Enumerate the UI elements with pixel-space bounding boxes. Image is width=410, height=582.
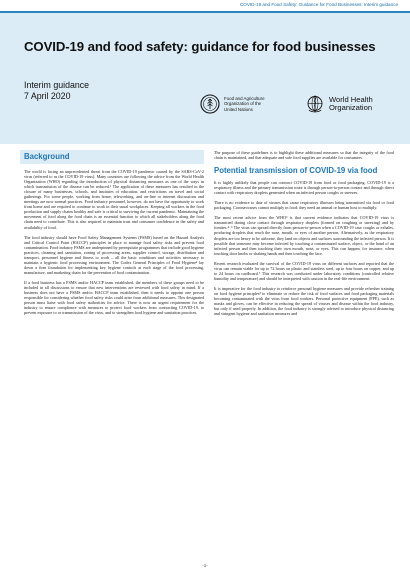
body-paragraph: It is highly unlikely that people can contract COVID-19 from food or food packaging. COVID-19 is a respiratory illness and the primary transmission route is through person-to-person contact and through direct contact with respiratory droplets generated when an infected person coughs or sneezes. — [214, 180, 394, 196]
who-name — [329, 96, 373, 113]
body-paragraph: It is imperative for the food industry to reinforce personal hygiene measures and provide refresher training on food hygiene principles² to eliminate or reduce the risk of food surfaces and food packaging materials becoming contaminated with the virus from food workers. Personal protective equipment (PPE), such as masks and gloves, can be effective in reducing the spread of viruses and disease within the food industry, but only if used properly. In addition, the food industry is strongly advised to introduce physical distancing and stringent hygiene and sanitation measures and — [214, 285, 394, 317]
who-name-line: Organization — [329, 103, 373, 112]
fao-name-line: Food and Agriculture — [224, 96, 265, 102]
who-emblem-icon — [305, 94, 325, 114]
right-column — [214, 150, 394, 321]
transmission-section-header — [214, 166, 394, 175]
fao-name-line: Organization of the — [224, 101, 262, 107]
background-heading: Background — [24, 152, 70, 161]
running-header-title: COVID-19 and Food Safety: Guidance for Food Businesses: Interim guidance — [239, 2, 398, 7]
body-paragraph: The purpose of these guidelines is to highlight these additional measures so that the integrity of the food chain is maintained, and that adequate and safe food supplies are available for consumers. — [214, 150, 394, 161]
who-name-line: World Health — [329, 94, 373, 104]
title-band — [0, 13, 410, 144]
fao-emblem-icon — [200, 94, 220, 114]
guidance-subtitle — [24, 80, 89, 102]
left-column — [24, 150, 204, 320]
who-logo — [305, 93, 403, 115]
body-paragraph: The most recent advice from the WHO³ is that current evidence indicates that COVID-19 virus is transmitted during close contact through respiratory droplets (formed on coughing or sneezing) and by fomites.⁴⁻⁶ The virus can spread directly from person-to-person when a COVID-19 case coughs or exhales, producing droplets that reach the nose, mouth, or eyes of another person. Alternatively, as the respiratory droplets are too heavy to be airborne, they land on objects and surfaces surrounding the infected person. It is possible that someone may become infected by touching a contaminated surface, object, or the hand of an infected person and then touching their own mouth, nose, or eyes. This can happen, for instance, when touching door knobs or shaking hands and then touching the face. — [214, 215, 394, 256]
document-title: COVID-19 and food safety: guidance for food businesses — [24, 39, 376, 54]
body-paragraph: The world is facing an unprecedented threat from the COVID-19 pandemic caused by the SARS-CoV-2 virus (referred to as the COVID-19 virus). Many countries are following the advice from the World Health Organization (WHO) regarding the introduction of physical distancing measures as one of the ways in which transmission of the disease can be reduced.¹ The application of these measures has resulted in the closure of many businesses, schools, and institutes of education, and restrictions on travel and social gatherings. For some people, working from home, teleworking, and on-line or internet discussions and meetings are now normal practices. Food industry personnel, however, do not have the opportunity to work from home and are required to continue to work in their usual workplaces. Keeping all workers in the food production and supply chains healthy and safe is critical to surviving the current pandemic. Maintaining the movement of food along the food chain is an essential function to which all stakeholders along the food chain need to contribute. This is also required to maintain trust and consumer confidence in the safety and availability of food. — [24, 169, 204, 230]
body-paragraph: There is no evidence to date of viruses that cause respiratory illnesses being transmitted via food or food packaging. Coronaviruses cannot multiply in food; they need an animal or human host to multiply. — [214, 200, 394, 211]
transmission-heading: Potential transmission of COVID-19 via food — [214, 166, 378, 176]
fao-name — [224, 96, 265, 112]
background-section-header — [20, 150, 204, 164]
fao-name-line: United Nations — [224, 106, 253, 112]
running-header — [0, 0, 410, 13]
body-paragraph: If a food business has a FSMS and/or HACCP team established, the members of these groups need to be included in all discussions to ensure that new interventions are reviewed with food safety in mind. If a business does not have a FSMS and/or HACCP team established, then it needs to appoint one person responsible for considering whether food safety risks could arise from additional measures. This designated person must liaise with food safety authorities for advice. There is now an urgent requirement for the industry to ensure compliance with measures to protect food workers from contracting COVID-19, to prevent exposure to or transmission of the virus, and to strengthen food hygiene and sanitation practices. — [24, 279, 204, 316]
body-paragraph: Recent research evaluated the survival of the COVID-19 virus on different surfaces and reported that the virus can remain viable for up to 72 hours on plastic and stainless steel, up to four hours on copper, and up to 24 hours on cardboard.⁷ This research was conducted under laboratory conditions (controlled relative humidity and temperature) and should be interpreted with caution in the real-life environment. — [214, 260, 394, 281]
guidance-date: 7 April 2020 — [24, 91, 71, 101]
guidance-kind: Interim guidance — [24, 80, 90, 90]
page-number: -1- — [202, 563, 208, 568]
fao-logo — [200, 93, 300, 115]
body-paragraph: The food industry should have Food Safety Management Systems (FSMS) based on the Hazard Analysis and Critical Control Point (HACCP) principles in place to manage food safety risks and prevent food contamination. Food industry FSMS are underpinned by prerequisite programmes that include good hygiene practices, cleaning and sanitation, zoning of processing areas, supplier control, storage, distribution and transport, personnel hygiene and fitness to work – all the basic conditions and activities necessary to maintain a hygienic food processing environment. The Codex General Principles of Food Hygiene² lay down a firm foundation for implementing key hygiene controls at each stage of the food processing, manufacture, and marketing chain for the prevention of food contamination. — [24, 234, 204, 275]
